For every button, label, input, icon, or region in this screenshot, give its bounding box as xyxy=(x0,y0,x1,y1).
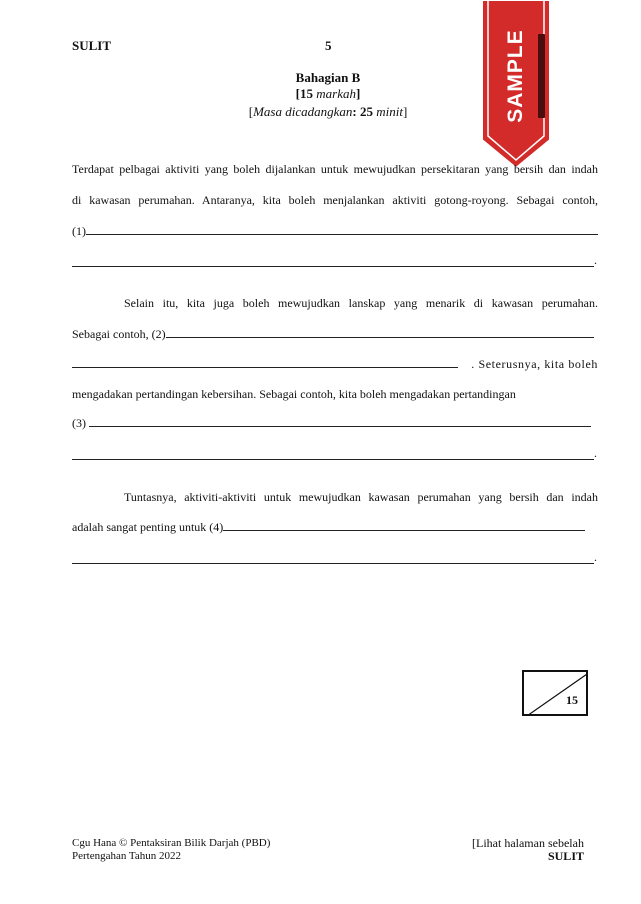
para2-blank-row xyxy=(72,408,598,439)
para1-line2: di kawasan perumahan. Antaranya, kita boleh menjalankan aktiviti gotong-royong. Sebagai contoh, xyxy=(72,193,598,207)
footer-sulit: SULIT xyxy=(547,849,584,863)
footer-left xyxy=(72,837,270,863)
para3-line2 xyxy=(72,512,598,543)
marks-word: markah xyxy=(316,86,356,101)
score-diagonal xyxy=(524,672,588,716)
answer-blank-2b[interactable] xyxy=(72,353,458,368)
marks-number: 15 xyxy=(300,86,314,101)
para3-line1: Tuntasnya, aktiviti-aktiviti untuk mewujudkan kawasan perumahan yang bersih dan indah xyxy=(124,490,598,504)
score-box xyxy=(522,670,588,716)
footer-next-page: [Lihat halaman sebelah xyxy=(472,836,584,850)
sample-text: SAMPLE xyxy=(504,29,528,123)
suggested-time xyxy=(200,104,456,120)
marks-open: [ xyxy=(295,86,301,101)
blank-label-1: (1) xyxy=(72,224,86,238)
time-value: : 25 xyxy=(352,104,373,119)
ribbon-tag xyxy=(538,34,545,118)
para1-line1: Terdapat pelbagai aktiviti yang boleh dijalankan untuk mewujudkan persekitaran yang bersih dan indah xyxy=(72,162,598,176)
section-marks xyxy=(200,86,456,102)
answer-blank-3[interactable] xyxy=(89,412,591,427)
para2-line1: Selain itu, kita juga boleh mewujudkan lanskap yang menarik di kawasan perumahan. xyxy=(124,296,598,310)
answer-line-1b[interactable] xyxy=(72,266,594,267)
end-dot-1: . xyxy=(594,253,597,267)
footer-term: Pertengahan Tahun 2022 xyxy=(72,850,182,862)
time-label: Masa dicadangkan xyxy=(253,104,353,119)
answer-blank-4[interactable] xyxy=(223,516,585,531)
para2-line4: mengadakan pertandingan kebersihan. Sebagai contoh, kita boleh mengadakan pertandingan xyxy=(72,387,516,401)
answer-line-3b[interactable] xyxy=(72,459,594,460)
footer-right xyxy=(472,837,584,863)
header-sulit: SULIT xyxy=(72,38,112,53)
footer-credit: Cgu Hana © Pentaksiran Bilik Darjah (PBD) xyxy=(72,837,271,849)
para3-line2-prefix: adalah sangat penting untuk (4) xyxy=(72,520,224,534)
end-dot-3: . xyxy=(594,446,597,460)
answer-blank-1[interactable] xyxy=(86,220,598,235)
answer-blank-2[interactable] xyxy=(166,323,594,338)
sample-label xyxy=(498,28,534,124)
para2-line3-suffix: . Seterusnya, kita boleh xyxy=(471,357,598,371)
marks-close: ] xyxy=(355,86,361,101)
page-number: 5 xyxy=(325,38,332,53)
para2-line3 xyxy=(72,349,598,380)
time-close: ] xyxy=(402,104,408,119)
para1-blank-row xyxy=(72,216,598,247)
para2-line2-prefix: Sebagai contoh, (2) xyxy=(72,327,166,341)
time-open: [ xyxy=(248,104,254,119)
answer-line-4b[interactable] xyxy=(72,563,594,564)
score-total: 15 xyxy=(566,693,578,707)
end-dot-4: . xyxy=(594,550,597,564)
para2-line2 xyxy=(72,319,598,350)
time-unit: minit xyxy=(376,104,403,119)
blank-label-3: (3) xyxy=(72,416,86,430)
section-title: Bahagian B xyxy=(295,70,361,85)
sample-watermark xyxy=(478,0,554,170)
